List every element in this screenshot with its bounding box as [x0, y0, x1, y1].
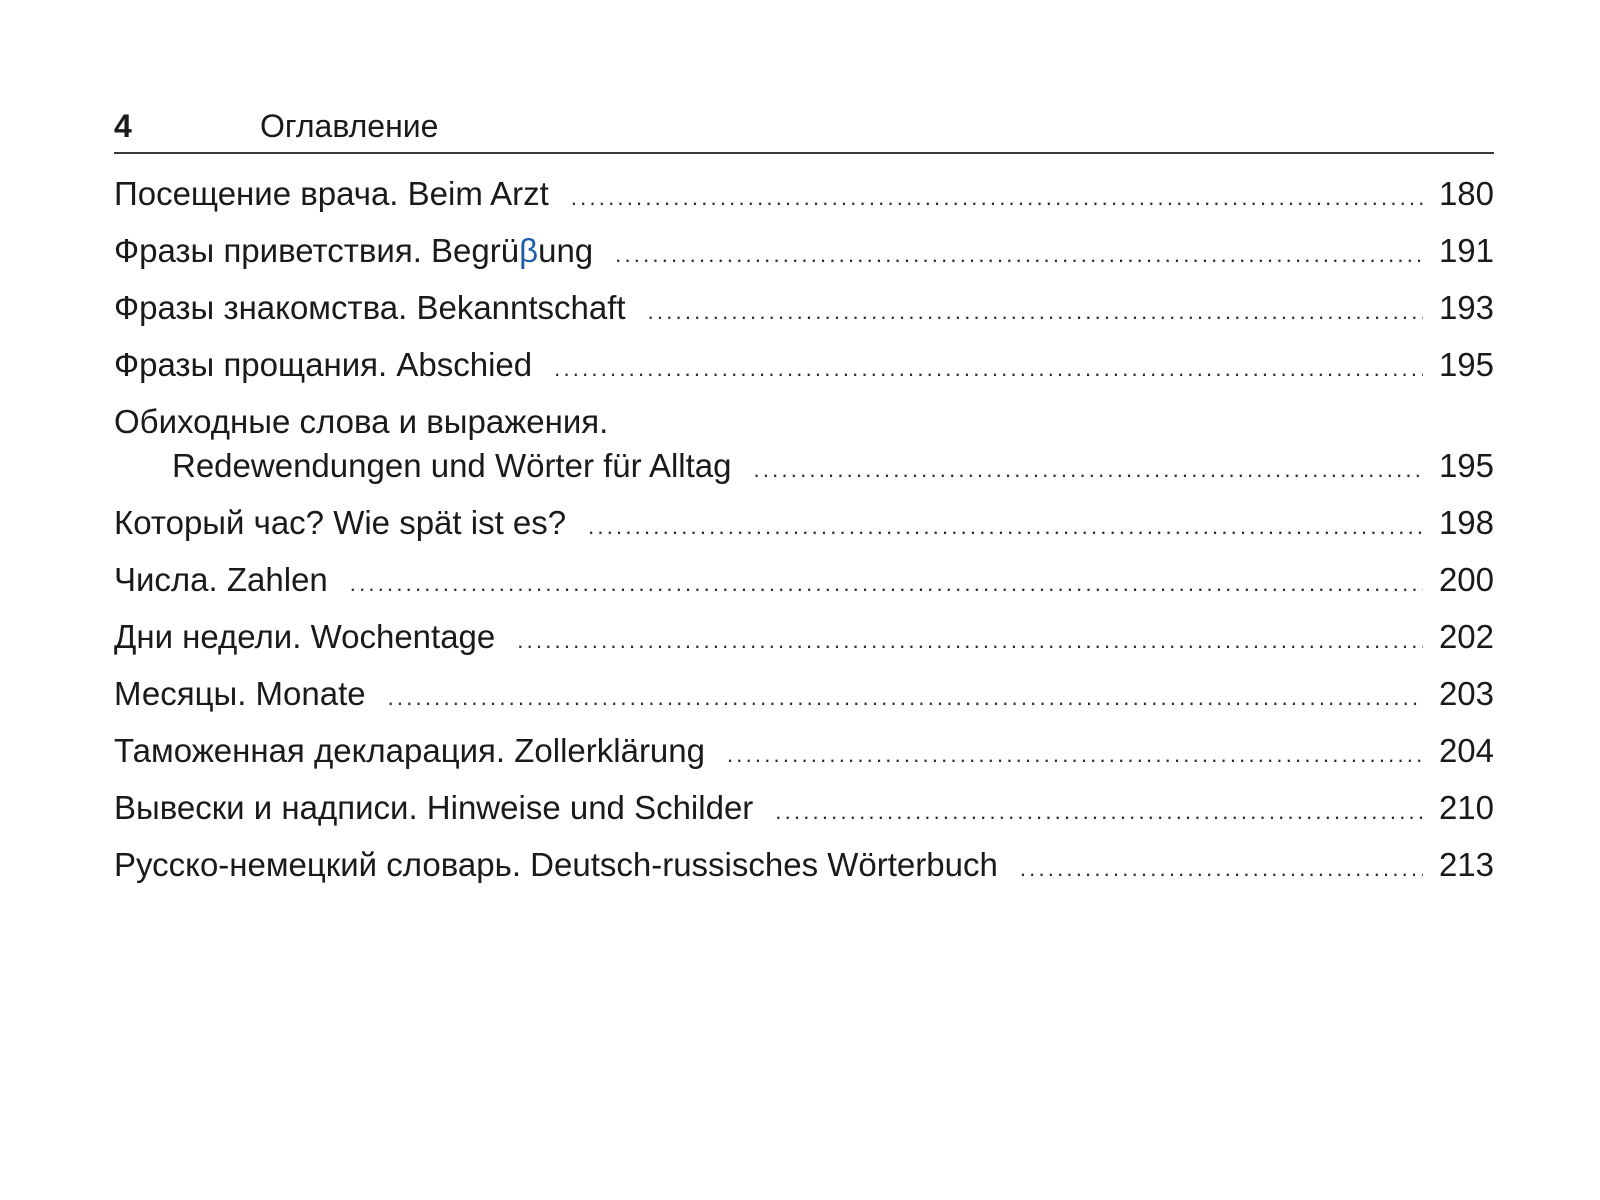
- toc-entry: [114, 786, 1494, 834]
- toc-entry: [114, 672, 1494, 720]
- toc-entry-title: Который час? Wie spät ist es?: [114, 504, 567, 541]
- toc-entry: [114, 343, 1494, 391]
- toc-entry-row: [114, 843, 1494, 891]
- toc-entry-title: Обиходные слова и выражения.: [114, 403, 609, 440]
- toc-entry-row: [114, 558, 1494, 606]
- toc-entry-title: Таможенная декларация. Zollerklärung: [114, 732, 705, 769]
- toc-entry-title: Дни недели. Wochentage: [114, 618, 496, 655]
- toc-entry-title: Фразы знакомства. Bekanntschaft: [114, 289, 626, 326]
- dot-leader: [615, 233, 1423, 277]
- dot-leader: [571, 176, 1423, 220]
- toc-entry: [114, 400, 1494, 492]
- toc-entry-page: 210: [1438, 789, 1494, 826]
- toc-entry: [114, 843, 1494, 891]
- dot-leader: [350, 562, 1423, 606]
- toc-entry: [114, 729, 1494, 777]
- toc-entry-page: 195: [1438, 447, 1494, 484]
- toc-entry: [114, 229, 1494, 277]
- toc-entry: [114, 501, 1494, 549]
- dot-leader: [588, 505, 1423, 549]
- title-accent-letter: β: [519, 232, 539, 269]
- toc-entry-title: Посещение врача. Beim Arzt: [114, 175, 549, 212]
- toc-entry-title: Вывески и надписи. Hinweise und Schilder: [114, 789, 754, 826]
- dot-leader: [775, 790, 1423, 834]
- dot-leader: [1020, 847, 1423, 891]
- dot-leader: [754, 448, 1423, 492]
- toc-entry-page: 203: [1438, 675, 1494, 712]
- toc-entry-row: [114, 229, 1494, 277]
- dot-leader: [554, 347, 1423, 391]
- toc-entry-row: [114, 286, 1494, 334]
- toc-entry-page: 180: [1438, 175, 1494, 212]
- toc-entry-page: 202: [1438, 618, 1494, 655]
- document-page: [114, 104, 1494, 900]
- toc-entry-title: Русско-немецкий словарь. Deutsch-russisches Wörterbuch: [114, 846, 998, 883]
- dot-leader: [517, 619, 1423, 663]
- toc-entry-row: [114, 615, 1494, 663]
- toc-entry: [114, 286, 1494, 334]
- toc-entry-title: Месяцы. Monate: [114, 675, 366, 712]
- toc-entry-page: 204: [1438, 732, 1494, 769]
- toc-entry: [114, 172, 1494, 220]
- dot-leader: [388, 676, 1423, 720]
- toc-entry-title: Числа. Zahlen: [114, 561, 328, 598]
- toc-entry-page: 193: [1438, 289, 1494, 326]
- page-header: [114, 104, 1494, 154]
- toc-entry-row: [114, 501, 1494, 549]
- toc-entry-page: 200: [1438, 561, 1494, 598]
- toc-entry-title: [114, 229, 593, 273]
- toc-entry-page: 213: [1438, 846, 1494, 883]
- toc-entry-row: [114, 444, 1494, 492]
- dot-leader: [648, 290, 1423, 334]
- toc-entry-title: Фразы прощания. Abschied: [114, 346, 533, 383]
- running-title: Оглавление: [260, 108, 439, 144]
- toc-entry-row: [114, 672, 1494, 720]
- dot-leader: [727, 733, 1423, 777]
- toc-entry-title-continuation: Redewendungen und Wörter für Alltag: [172, 447, 732, 484]
- title-part: Фразы приветствия. Begrü: [114, 232, 520, 269]
- toc-entry-row: [114, 786, 1494, 834]
- toc-entry-row: [114, 172, 1494, 220]
- title-part: ung: [538, 232, 594, 269]
- toc-entry-page: 198: [1438, 504, 1494, 541]
- toc-entry-row: [114, 729, 1494, 777]
- table-of-contents: [114, 154, 1494, 891]
- toc-entry-page: 195: [1438, 346, 1494, 383]
- toc-entry-page: 191: [1438, 232, 1494, 269]
- toc-entry: [114, 558, 1494, 606]
- toc-entry-row: [114, 343, 1494, 391]
- page-number: 4: [114, 108, 132, 144]
- toc-entry: [114, 615, 1494, 663]
